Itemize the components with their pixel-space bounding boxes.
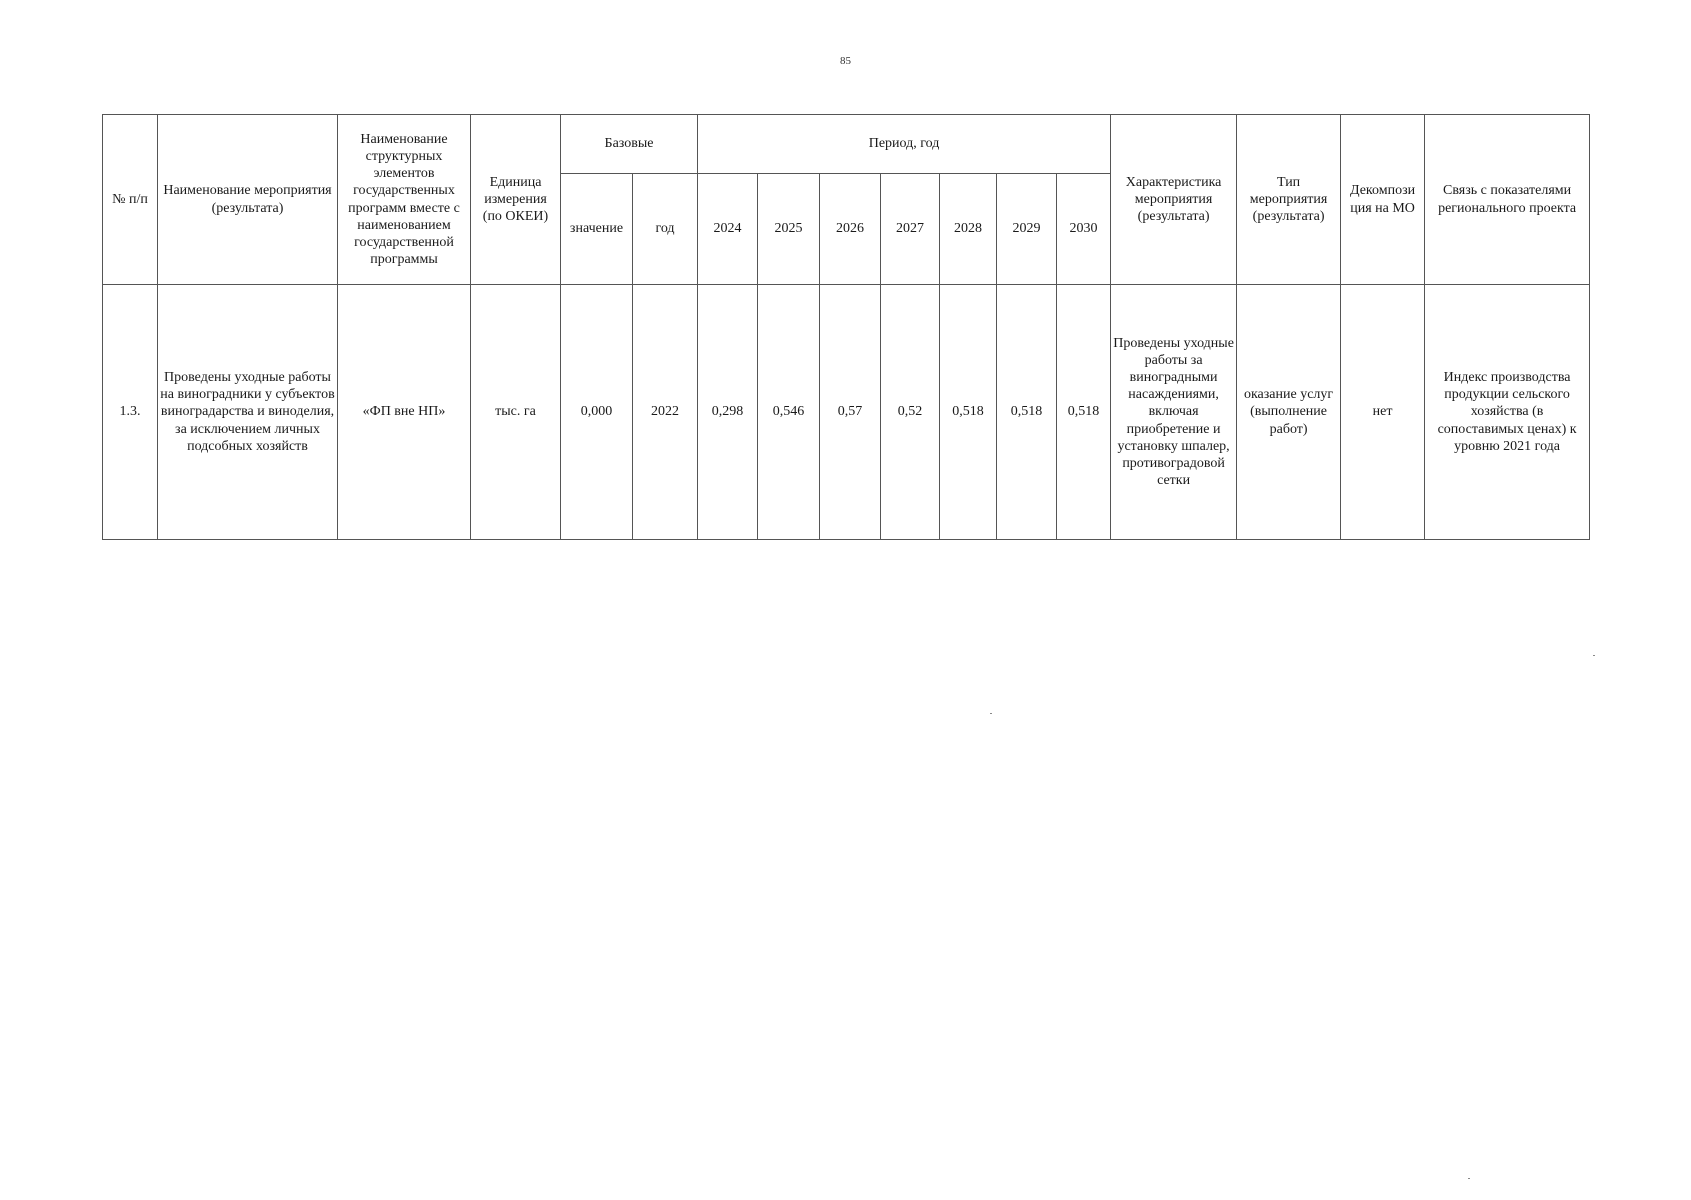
- scan-speck: [990, 713, 992, 714]
- cell-base-year: 2022: [633, 285, 698, 540]
- header-year: 2029: [997, 174, 1057, 285]
- cell-year-value: 0,52: [881, 285, 940, 540]
- cell-base-value: 0,000: [561, 285, 633, 540]
- plan-table: [102, 114, 1590, 540]
- cell-name: Проведены уходные работы на виноградники у субъектов виноградарства и виноделия, за исключением личных подсобных хозяйств: [158, 285, 338, 540]
- header-base-year: год: [633, 174, 698, 285]
- header-year: 2030: [1057, 174, 1111, 285]
- cell-decomposition: нет: [1341, 285, 1425, 540]
- cell-year-value: 0,518: [997, 285, 1057, 540]
- scan-speck: [1593, 655, 1595, 656]
- header-decomposition: Декомпози ция на МО: [1341, 115, 1425, 285]
- header-year: 2024: [698, 174, 758, 285]
- cell-unit: тыс. га: [471, 285, 561, 540]
- header-type: Тип мероприятия (результата): [1237, 115, 1341, 285]
- header-name: Наименование мероприятия (результата): [158, 115, 338, 285]
- header-row-1: [103, 115, 1590, 174]
- scan-speck: [1468, 1178, 1470, 1179]
- cell-year-value: 0,518: [940, 285, 997, 540]
- header-base: Базовые: [561, 115, 698, 174]
- header-period: Период, год: [698, 115, 1111, 174]
- header-year: 2025: [758, 174, 820, 285]
- header-base-value: значение: [561, 174, 633, 285]
- cell-characteristic: Проведены уходные работы за виноградными насаждениями, включая приобретение и установку шпалер, противоградовой сетки: [1111, 285, 1237, 540]
- header-year: 2027: [881, 174, 940, 285]
- cell-link: Индекс производства продукции сельского хозяйства (в сопоставимых ценах) к уровню 2021 года: [1425, 285, 1590, 540]
- header-unit: Единица измерения (по ОКЕИ): [471, 115, 561, 285]
- cell-year-value: 0,57: [820, 285, 881, 540]
- page-number: 85: [840, 55, 851, 67]
- cell-struct: «ФП вне НП»: [338, 285, 471, 540]
- table-row: [103, 285, 1590, 540]
- header-year: 2028: [940, 174, 997, 285]
- header-characteristic: Характеристика мероприятия (результата): [1111, 115, 1237, 285]
- header-num: № п/п: [103, 115, 158, 285]
- cell-type: оказание услуг (выполнение работ): [1237, 285, 1341, 540]
- cell-num: 1.3.: [103, 285, 158, 540]
- header-link: Связь с показателями регионального проекта: [1425, 115, 1590, 285]
- cell-year-value: 0,518: [1057, 285, 1111, 540]
- header-struct: Наименование структурных элементов государственных программ вместе с наименованием государственной программы: [338, 115, 471, 285]
- cell-year-value: 0,546: [758, 285, 820, 540]
- header-year: 2026: [820, 174, 881, 285]
- cell-year-value: 0,298: [698, 285, 758, 540]
